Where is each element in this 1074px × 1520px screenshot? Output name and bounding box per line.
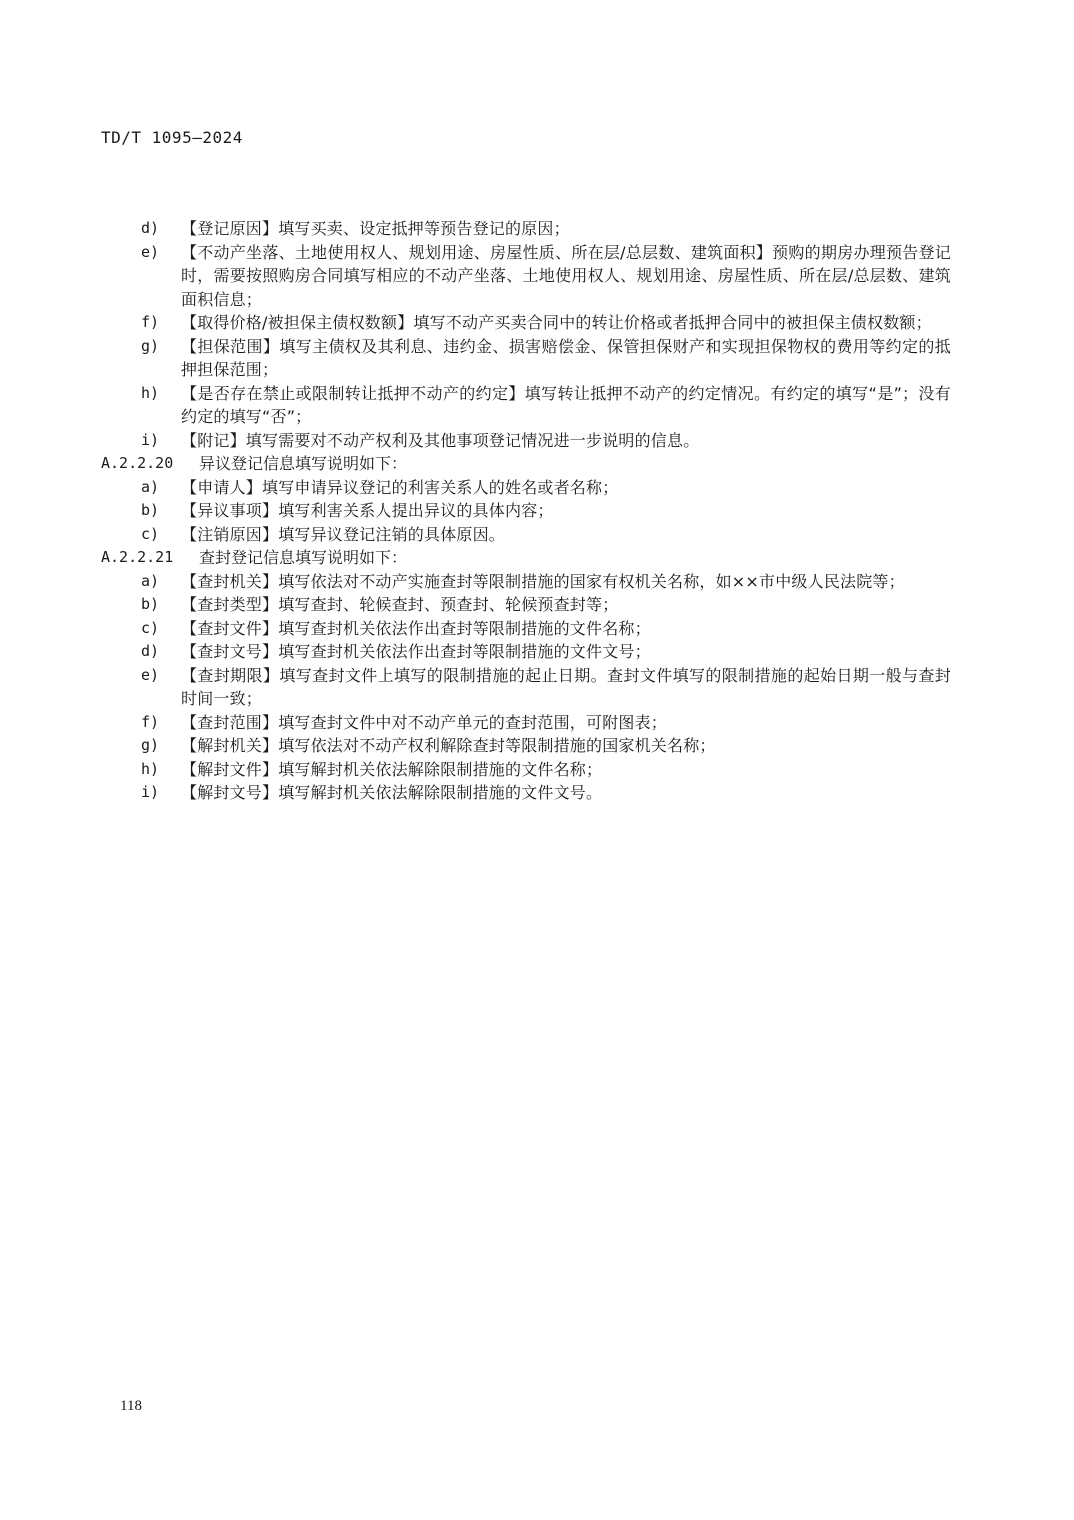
list-item-marker: b)	[141, 501, 160, 519]
list-item-text: 【登记原因】填写买卖、设定抵押等预告登记的原因；	[181, 219, 570, 238]
list-item	[101, 311, 951, 335]
list-item-marker: g)	[141, 336, 160, 355]
list-item	[101, 335, 951, 382]
list-item-text: 【解封文号】填写解封机关依法解除限制措施的文件文号。	[181, 783, 603, 802]
list-item-marker: c)	[141, 618, 160, 637]
list-item-text: 【查封范围】填写查封文件中对不动产单元的查封范围，可附图表；	[181, 712, 668, 732]
list-item	[101, 711, 951, 735]
list-item-text: 【查封文号】填写查封机关依法作出查封等限制措施的文件文号；	[181, 642, 651, 661]
list-item-text: 【附记】填写需要对不动产权利及其他事项登记情况进一步说明的信息。	[181, 430, 700, 450]
list-item-marker: d)	[141, 219, 160, 237]
section-title: 查封登记信息填写说明如下：	[199, 548, 408, 567]
list-item	[101, 758, 951, 782]
list-item-text: 【查封机关】填写依法对不动产实施查封等限制措施的国家有权机关名称，如××市中级人民法院等；	[181, 571, 905, 591]
list-item	[101, 217, 951, 241]
list-item-text: 【查封期限】填写查封文件上填写的限制措施的起止日期。查封文件填写的限制措施的起始日期一般与查封时间一致；	[181, 665, 951, 708]
list-item-marker: c)	[141, 524, 160, 543]
section-heading	[101, 546, 951, 570]
list-item-marker: d)	[141, 642, 160, 660]
list-item-marker: i)	[141, 430, 160, 449]
list-item-marker: b)	[141, 595, 160, 613]
list-item-text: 【异议事项】填写利害关系人提出异议的具体内容；	[181, 501, 554, 520]
list-item	[101, 241, 951, 312]
list-item-marker: f)	[141, 712, 160, 731]
section-number: A.2.2.21	[101, 548, 174, 566]
list-item-marker: a)	[141, 571, 160, 590]
list-item-text: 【担保范围】填写主债权及其利息、违约金、损害赔偿金、保管担保财产和实现担保物权的费用等约定的抵押担保范围；	[181, 336, 951, 379]
list-item-text: 【解封机关】填写依法对不动产权利解除查封等限制措施的国家机关名称；	[181, 736, 716, 755]
list-item-marker: a)	[141, 477, 160, 496]
list-item	[101, 734, 951, 758]
document-code-header: TD/T 1095—2024	[101, 128, 243, 147]
list-item	[101, 499, 951, 523]
list-item-marker: g)	[141, 736, 160, 754]
list-item	[101, 593, 951, 617]
document-body	[101, 217, 951, 805]
list-item-text: 【解封文件】填写解封机关依法解除限制措施的文件名称；	[181, 759, 603, 779]
list-item-marker: h)	[141, 759, 160, 778]
list-item	[101, 429, 951, 453]
list-item-text: 【注销原因】填写异议登记注销的具体原因。	[181, 524, 506, 544]
list-item-text: 【查封文件】填写查封机关依法作出查封等限制措施的文件名称；	[181, 618, 651, 638]
list-item-text: 【取得价格/被担保主债权数额】填写不动产买卖合同中的转让价格或者抵押合同中的被担保主债权数额；	[181, 313, 932, 332]
section-heading	[101, 452, 951, 476]
list-item	[101, 523, 951, 547]
list-item	[101, 640, 951, 664]
list-item	[101, 570, 951, 594]
section-number: A.2.2.20	[101, 454, 174, 472]
list-item-marker: e)	[141, 242, 160, 261]
list-item-text: 【查封类型】填写查封、轮候查封、预查封、轮候预查封等；	[181, 595, 619, 614]
list-item-text: 【申请人】填写申请异议登记的利害关系人的姓名或者名称；	[181, 477, 619, 497]
list-item-marker: i)	[141, 783, 160, 801]
list-item	[101, 781, 951, 805]
list-item-marker: f)	[141, 313, 160, 331]
list-item-marker: h)	[141, 383, 160, 402]
list-item-text: 【是否存在禁止或限制转让抵押不动产的约定】填写转让抵押不动产的约定情况。有约定的填写“是”；没有约定的填写“否”；	[181, 383, 951, 426]
list-item	[101, 476, 951, 500]
list-item	[101, 617, 951, 641]
list-item-marker: e)	[141, 665, 160, 684]
section-title: 异议登记信息填写说明如下：	[199, 454, 408, 473]
page-number: 118	[120, 1398, 142, 1414]
list-item-text: 【不动产坐落、土地使用权人、规划用途、房屋性质、所在层/总层数、建筑面积】预购的期房办理预告登记时，需要按照购房合同填写相应的不动产坐落、土地使用权人、规划用途、房屋性质、所在层/总层数、建筑面积信息；	[181, 242, 951, 309]
list-item	[101, 664, 951, 711]
list-item	[101, 382, 951, 429]
